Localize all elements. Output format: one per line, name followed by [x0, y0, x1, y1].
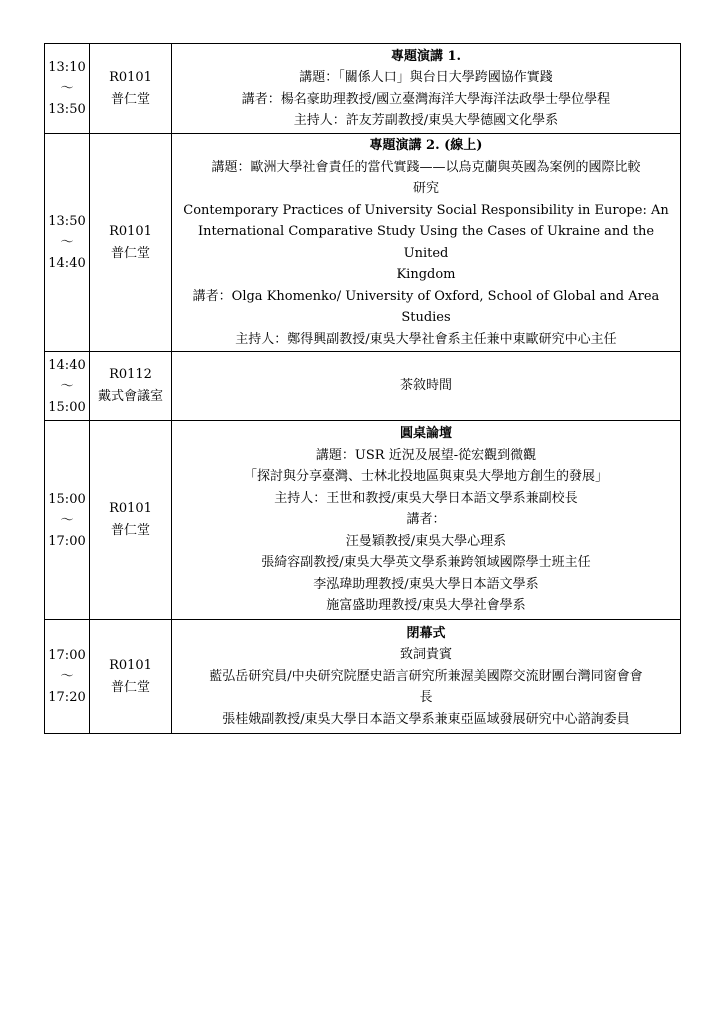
time-separator: ～ — [60, 235, 74, 250]
session-title: 閉幕式 — [406, 625, 446, 641]
speaker-item: 張綺容副教授/東吳大學英文學系兼跨領域國際學士班主任 — [261, 555, 591, 571]
start-time: 15:00 — [48, 491, 86, 507]
session-topic-en: Contemporary Practices of University Social Responsibility in Europe: An — [183, 202, 669, 218]
speaker-item: 施富盛助理教授/東吳大學社會學系 — [326, 598, 526, 614]
speaker-item: 李泓瑋助理教授/東吳大學日本語文學系 — [313, 576, 539, 592]
session-topic-en-cont: International Comparative Study Using the Cases of Ukraine and the United — [197, 224, 655, 261]
session-subtopic: 「探討與分享臺灣、士林北投地區與東吳大學地方創生的發展」 — [243, 469, 608, 485]
room-code: R0101 — [109, 657, 152, 673]
schedule-row — [45, 134, 681, 352]
session-cell — [172, 134, 681, 352]
session-title: 圓桌論壇 — [399, 426, 452, 442]
time-separator: ～ — [60, 81, 74, 96]
end-time: 13:50 — [48, 102, 86, 117]
session-host: 主持人：王世和教授/東吳大學日本語文學系兼副校長 — [274, 490, 578, 506]
session-topic: 講題：歐洲大學社會責任的當代實踐——以烏克蘭與英國為案例的國際比較 — [211, 159, 641, 175]
room-name: 普仁堂 — [110, 245, 150, 261]
room-cell — [90, 421, 172, 620]
session-topic: 講題：「關係人口」與台日大學跨國協作實踐 — [299, 70, 553, 85]
speaker-item: 汪曼穎教授/東吳大學心理系 — [345, 533, 507, 549]
room-code: R0101 — [109, 69, 152, 85]
room-name: 戴式會議室 — [97, 389, 163, 404]
room-name: 普仁堂 — [110, 91, 150, 107]
schedule-row — [45, 44, 681, 134]
room-code: R0101 — [109, 223, 152, 239]
end-time: 17:00 — [48, 533, 86, 549]
schedule-table — [44, 43, 681, 734]
session-topic-en-cont: Kingdom — [396, 267, 456, 282]
room-name: 普仁堂 — [110, 679, 150, 695]
end-time: 17:20 — [48, 690, 86, 705]
time-separator: ～ — [60, 669, 74, 684]
time-cell — [45, 421, 90, 620]
room-code: R0112 — [109, 367, 152, 382]
end-time: 15:00 — [48, 399, 86, 415]
start-time: 13:10 — [48, 60, 86, 75]
session-host: 主持人：許友芳副教授/東吳大學德國文化學系 — [293, 113, 559, 128]
time-cell — [45, 44, 90, 134]
guests-heading: 致詞貴賓 — [399, 647, 452, 663]
break-label: 茶敘時間 — [399, 378, 452, 394]
guest-item-cont: 長 — [419, 690, 433, 706]
session-cell — [172, 352, 681, 421]
session-speaker: 講者：楊名豪助理教授/國立臺灣海洋大學海洋法政學士學位學程 — [241, 91, 611, 107]
room-name: 普仁堂 — [110, 523, 150, 538]
time-cell — [45, 620, 90, 734]
start-time: 13:50 — [48, 214, 86, 229]
time-cell — [45, 352, 90, 421]
session-title: 專題演講 1. — [390, 48, 462, 64]
time-separator: ～ — [60, 512, 74, 528]
start-time: 14:40 — [48, 357, 86, 373]
session-speaker: 講者：Olga Khomenko/ University of Oxford, School of Global and Area Studies — [192, 288, 660, 325]
schedule-row — [45, 352, 681, 421]
time-cell — [45, 134, 90, 352]
speakers-heading: 講者： — [406, 512, 446, 528]
room-cell — [90, 352, 172, 421]
room-code: R0101 — [109, 501, 152, 516]
room-cell — [90, 620, 172, 734]
session-host: 主持人：鄭得興副教授/東吳大學社會系主任兼中東歐研究中心主任 — [235, 331, 617, 347]
session-title: 專題演講 2. (線上) — [369, 138, 483, 153]
session-topic-cont: 研究 — [412, 181, 439, 196]
schedule-row — [45, 620, 681, 734]
end-time: 14:40 — [48, 256, 86, 271]
session-cell — [172, 421, 681, 620]
start-time: 17:00 — [48, 648, 86, 663]
guest-item: 藍弘岳研究員/中央研究院歷史語言研究所兼渥美國際交流財團台灣同窗會會 — [209, 668, 643, 684]
time-separator: ～ — [60, 378, 74, 394]
session-cell — [172, 620, 681, 734]
session-topic: 講題：USR 近況及展望-從宏觀到微觀 — [315, 447, 537, 463]
schedule-row — [45, 421, 681, 620]
session-cell — [172, 44, 681, 134]
room-cell — [90, 134, 172, 352]
room-cell — [90, 44, 172, 134]
guest-item: 張桂娥副教授/東吳大學日本語文學系兼東亞區域發展研究中心諮詢委員 — [222, 711, 630, 727]
